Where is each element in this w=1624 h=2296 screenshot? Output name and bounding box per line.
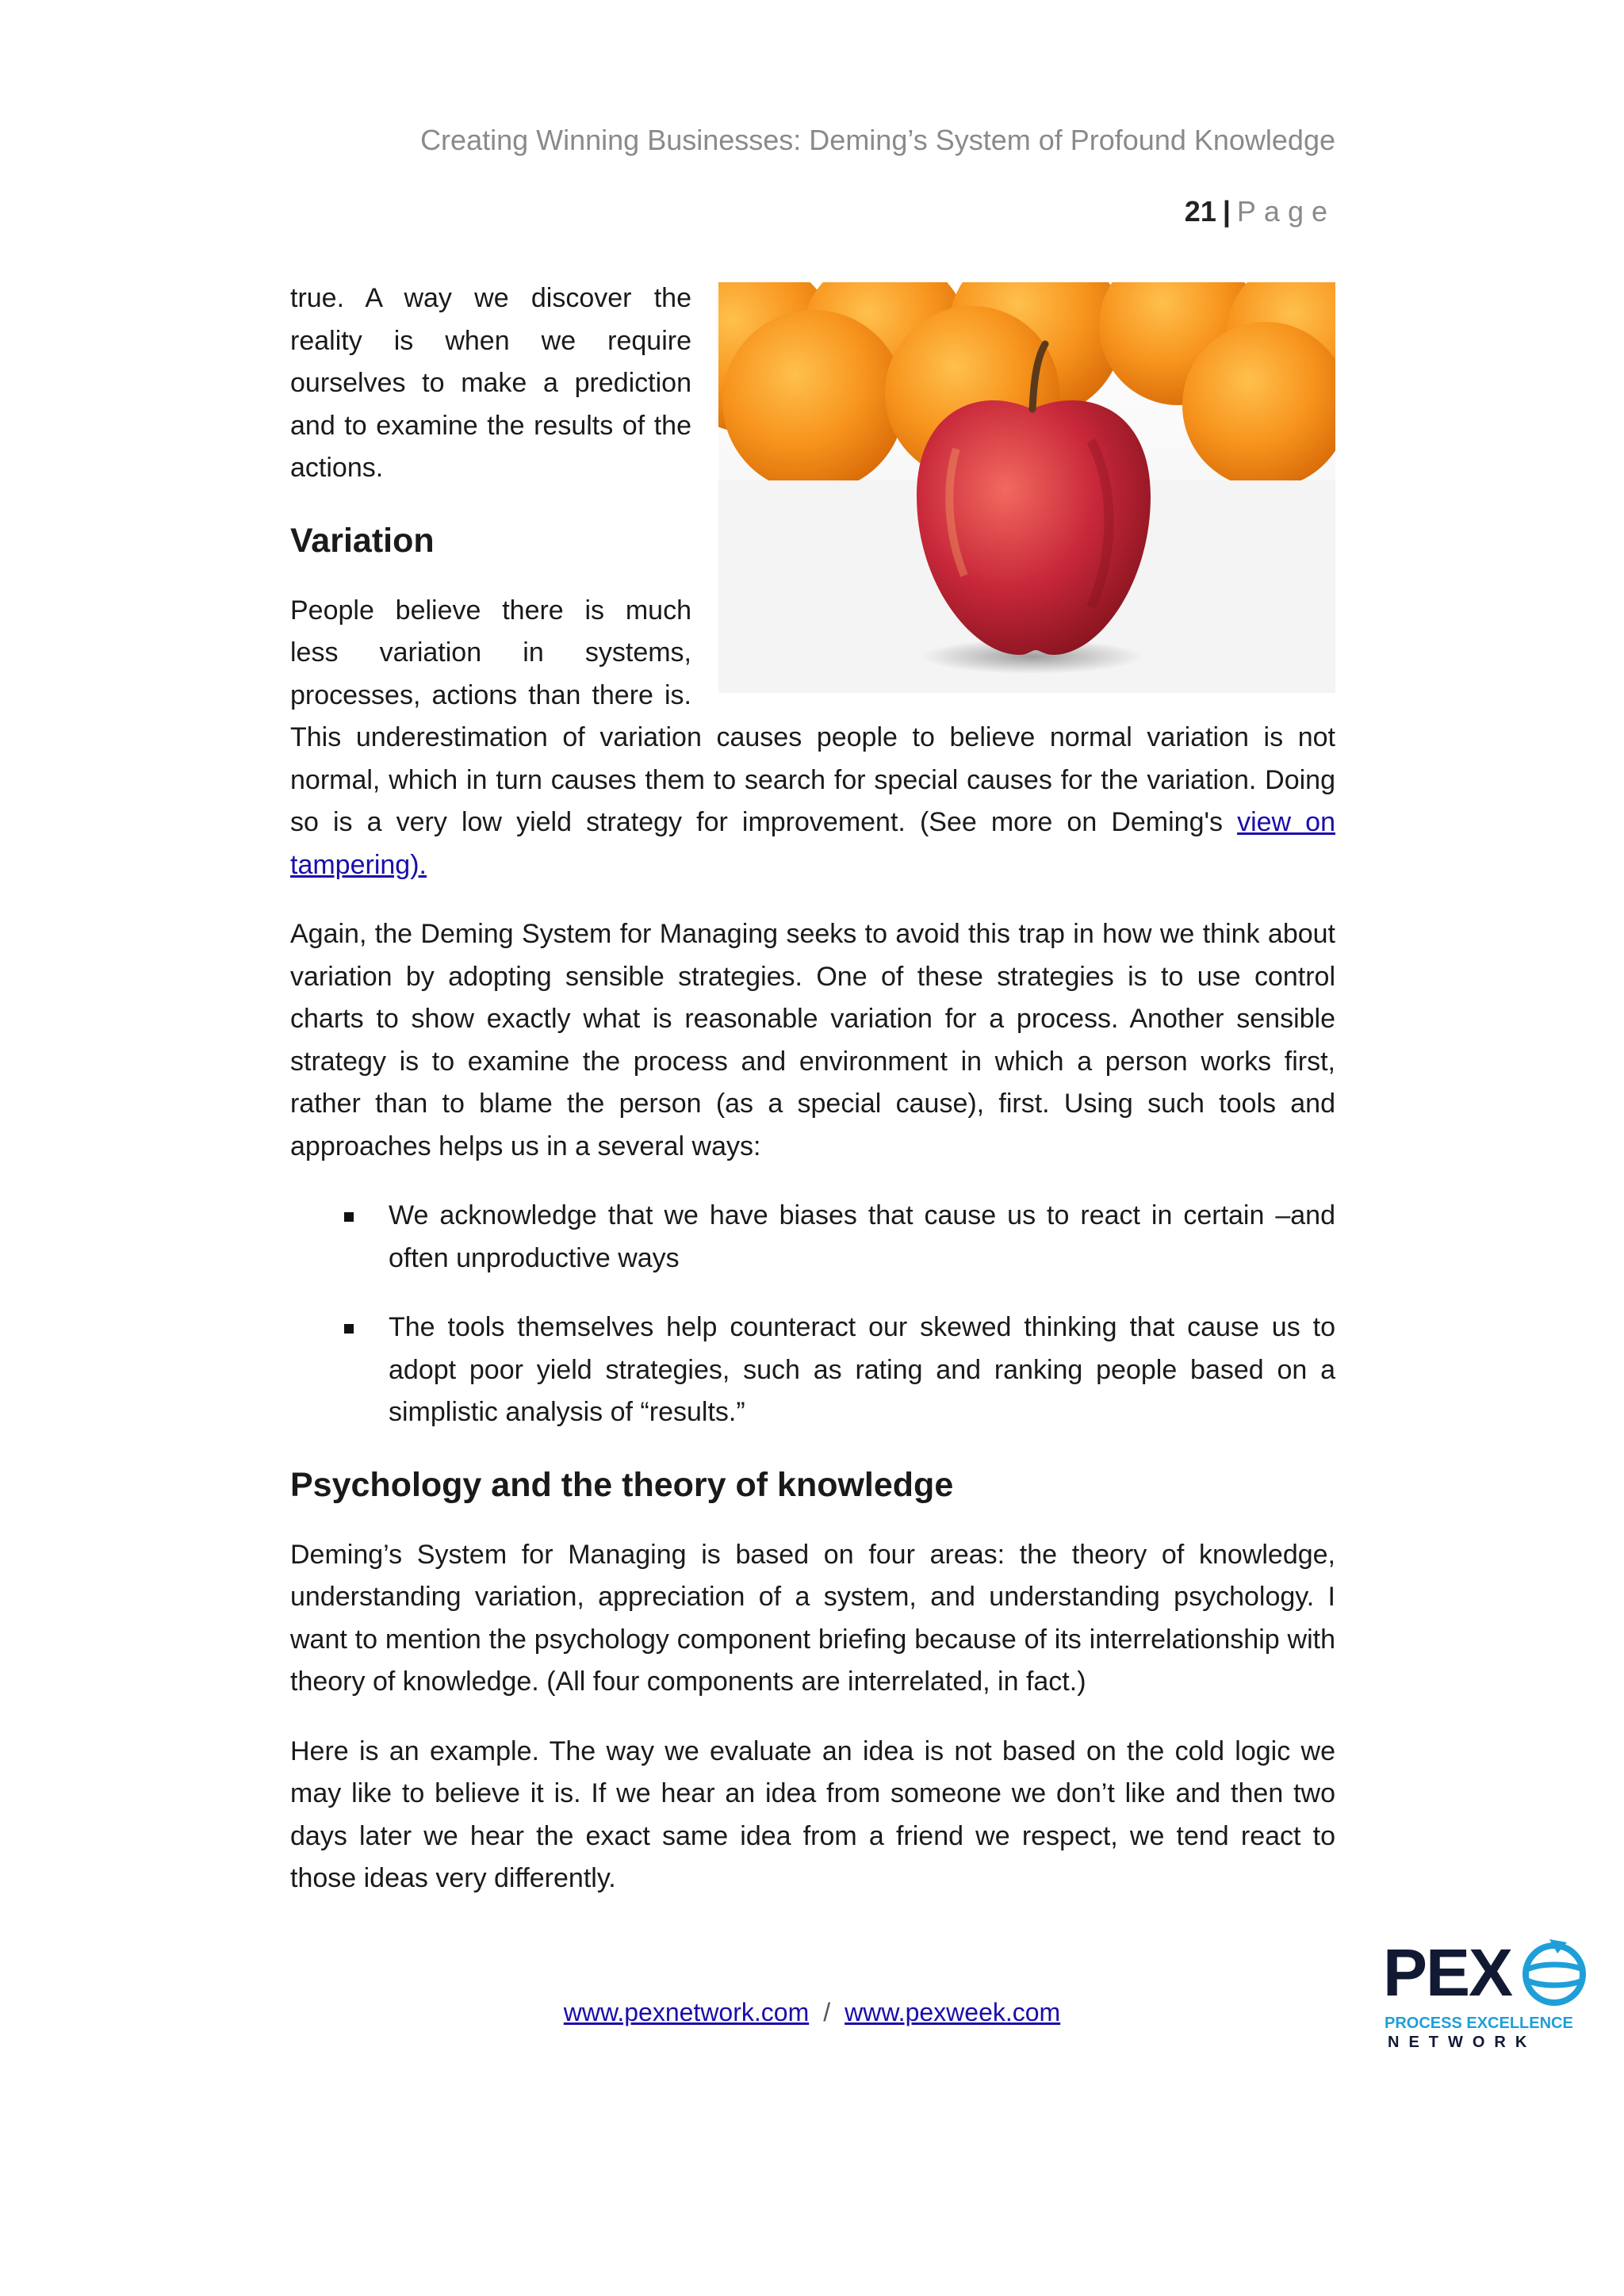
globe-icon (1518, 1934, 1591, 2011)
page-number-value: 21 (1184, 195, 1216, 228)
page-number (1185, 195, 1335, 228)
page-word: Page (1236, 195, 1335, 228)
intro-paragraph: true. A way we discover the reality is when we require ourselves to make a prediction and to examine the results of the actions. (290, 283, 691, 483)
apple-among-oranges-photo (718, 282, 1335, 693)
page-footer (0, 1998, 1624, 2027)
page-number-separator: | (1222, 195, 1231, 228)
list-item: The tools themselves help counteract our skewed thinking that cause us to adopt poor yield strategies, such as rating and ranking people based on a simplistic analysis of “results.” (389, 1307, 1335, 1434)
pex-logo-text: PEX (1383, 1935, 1512, 2010)
pex-logo-network: NETWORK (1388, 2034, 1537, 2051)
footer-separator: / (823, 1998, 831, 2026)
variation-paragraph-2: Again, the Deming System for Managing seeks to avoid this trap in how we think about variation by adopting sensible strategies. One of these strategies is to use control charts to show exactly what is reasonable variation for a process. Another sensible strategy is to examine the process and environment in which a person works first, rather than to blame the person (as a special cause), first. Using such tools and approaches helps us in a several ways: (290, 919, 1335, 1161)
list-item: We acknowledge that we have biases that cause us to react in certain –and often unproductive ways (389, 1195, 1335, 1280)
psychology-paragraph-2: Here is an example. The way we evaluate an idea is not based on the cold logic we may like to believe it is. If we hear an idea from someone we don’t like and then two days later we hear the exact same idea from a friend we respect, we tend react to those ideas very differently. (290, 1735, 1335, 1893)
pexnetwork-link[interactable]: www.pexnetwork.com (563, 1998, 810, 2026)
variation-bullet-list (290, 1195, 1335, 1434)
pex-logo-tagline: PROCESS EXCELLENCE (1385, 2015, 1573, 2032)
psychology-paragraph-1: Deming’s System for Managing is based on four areas: the theory of knowledge, understanding variation, appreciation of a system, and understanding psychology. I want to mention the psychology component briefing because of its interrelationship with theory of knowledge. (All four components are interrelated, in fact.) (290, 1539, 1335, 1697)
variation-paragraph-1-text: People believe there is much less variation in systems, processes, actions than there is. This underestimation of variation causes people to believe normal variation is not normal, which in turn causes them to search for special causes for the variation. Doing so is a very low yield strategy for improvement. (See more on Deming's (290, 595, 1335, 837)
heading-variation: Variation (290, 521, 435, 560)
heading-psychology: Psychology and the theory of knowledge (290, 1465, 954, 1504)
pexweek-link[interactable]: www.pexweek.com (845, 1998, 1061, 2026)
page-body (290, 277, 1335, 1927)
running-header-title: Creating Winning Businesses: Deming’s System of Profound Knowledge (420, 124, 1335, 156)
pex-logo (1383, 1934, 1589, 2053)
view-on-tampering-link[interactable]: view on tampering). (290, 807, 1335, 880)
